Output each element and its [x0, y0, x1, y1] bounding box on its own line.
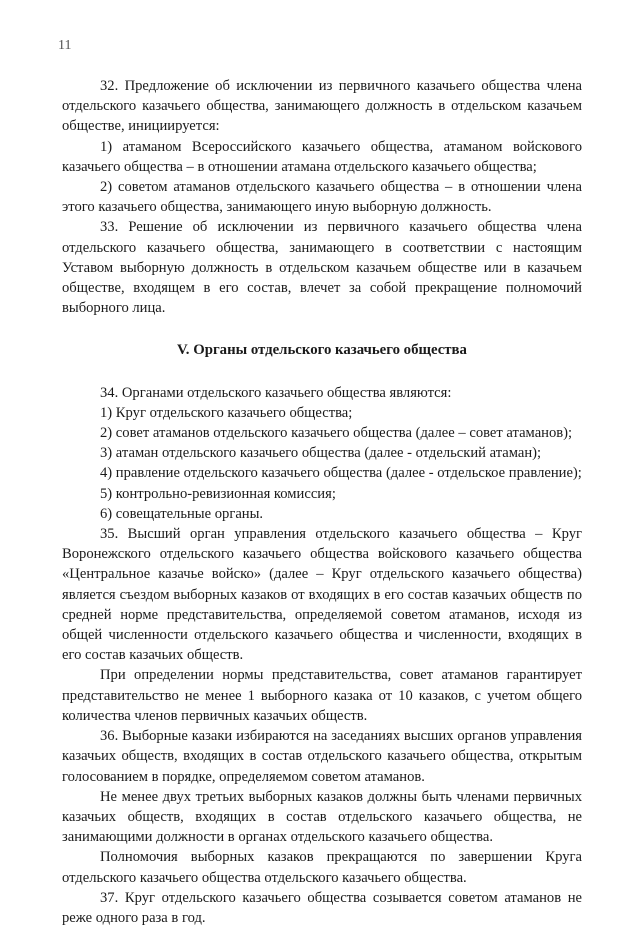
paragraph-35-representation: При определении нормы представительства, совет атаманов гарантирует представительство не менее 1 выборного казака от 10 казаков, с учетом общего количества членов первичных казачьих обществ. [62, 667, 582, 724]
paragraph-34-item-4: 4) правление отдельского казачьего общества (далее - отдельское правление); [100, 465, 582, 482]
page-number: 11 [58, 38, 72, 53]
paragraph-35: 35. Высший орган управления отдельского казачьего общества – Круг Воронежского отдельского казачьего общества войскового казачьего общества «Центральное казачье войско» (далее – Круг отдельского казачьего общества) является съездом выборных казаков от входящих в его состав казачьих обществ по средней норме представительства, определяемой советом атаманов, исходя из общей численности отдельского казачьего общества и численности, входящих в его состав казачьих обществ. [62, 526, 582, 664]
paragraph-32-item-1: 1) атаманом Всероссийского казачьего общества, атаманом войскового казачьего общества – в отношении атамана отдельского казачьего общества; [62, 138, 582, 175]
paragraph-37: 37. Круг отдельского казачьего общества созывается советом атаманов не реже одного раза в год. [62, 889, 582, 926]
section-heading: V. Органы отдельского казачьего общества [177, 342, 467, 359]
paragraph-36-termination: Полномочия выборных казаков прекращаются по завершении Круга отдельского казачьего общества отдельского казачьего общества. [62, 849, 582, 886]
paragraph-34: 34. Органами отдельского казачьего общества являются: [100, 384, 452, 401]
document-body [62, 76, 582, 928]
paragraph-36-two-thirds: Не менее двух третьих выборных казаков должны быть членами первичных казачьих обществ, входящих в состав отдельского казачьего общества, не занимающими должности в органах отдельского казачьего общества. [62, 788, 582, 846]
paragraph-32: 32. Предложение об исключении из первичного казачьего общества члена отдельского казачьего общества, занимающего должность в отдельском казачьем обществе, инициируется: [62, 78, 582, 135]
paragraph-34-item-6: 6) совещательные органы. [100, 505, 264, 522]
paragraph-34-item-3: 3) атаман отдельского казачьего общества (далее - отдельский атаман); [100, 445, 542, 462]
paragraph-34-item-1: 1) Круг отдельского казачьего общества; [100, 404, 353, 421]
paragraph-36: 36. Выборные казаки избираются на заседаниях высших органов управления казачьих обществ, входящих в состав отдельского казачьего общества, открытым голосованием в порядке, определяемом советом атаманов. [62, 728, 582, 785]
paragraph-32-item-2: 2) советом атаманов отдельского казачьего общества – в отношении члена этого казачьего общества, занимающего иную выборную должность. [62, 179, 582, 216]
paragraph-33: 33. Решение об исключении из первичного казачьего общества члена отдельского казачьего общества, занимающего в соответствии с настоящим Уставом выборную должность в отдельском казачьем обществе или в казачьем обществе, входящем в его состав, влечет за собой прекращение полномочий выборного лица. [62, 219, 582, 317]
paragraph-34-item-5: 5) контрольно-ревизионная комиссия; [100, 485, 336, 502]
paragraph-34-item-2: 2) совет атаманов отдельского казачьего общества (далее – совет атаманов); [100, 425, 573, 442]
